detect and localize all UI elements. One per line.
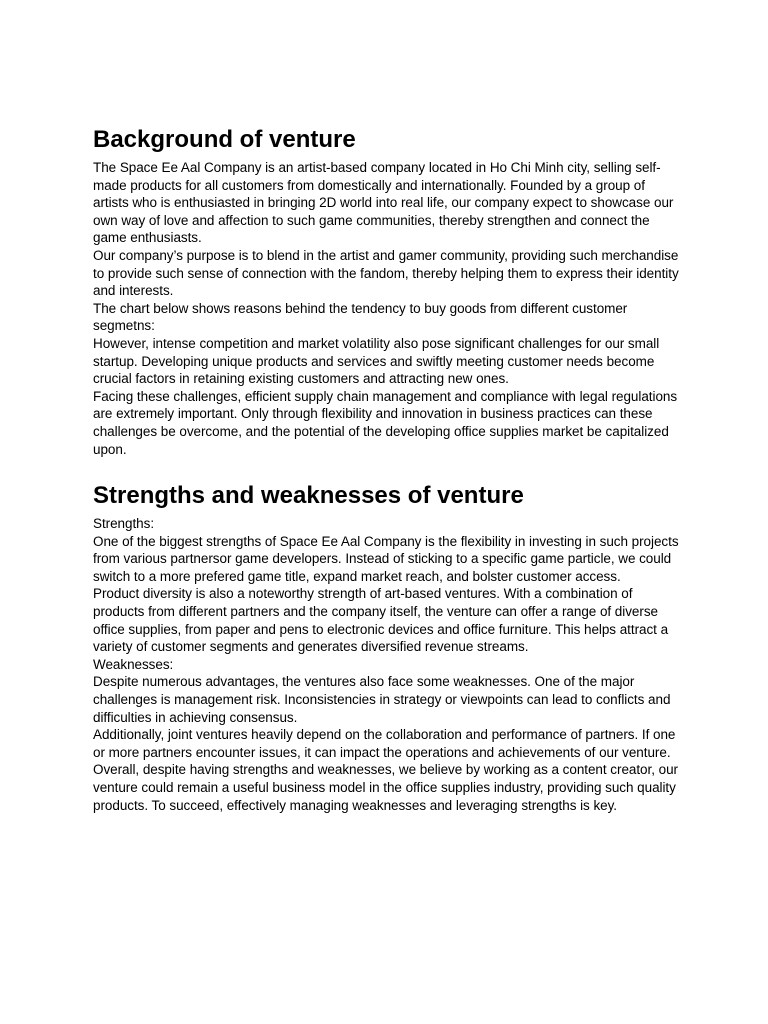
paragraph: However, intense competition and market volatility also pose significant challenges for our small startup. Developing unique products and services and swiftly meeting customer needs become crucial factors in retaining existing customers and attracting new ones. xyxy=(93,335,660,387)
paragraph: Additionally, joint ventures heavily depend on the collaboration and performance of partners. If one or more partners encounter issues, it can impact the operations and achievements of our venture. xyxy=(93,727,676,760)
paragraph: The chart below shows reasons behind the tendency to buy goods from different customer segmetns: xyxy=(93,300,628,334)
paragraph: Overall, despite having strengths and weaknesses, we believe by working as a content creator, our venture could remain a useful business model in the office supplies industry, providing such quality products. To succeed, effectively managing weaknesses and leveraging strengths is key. xyxy=(93,762,678,813)
paragraph: Despite numerous advantages, the ventures also face some weaknesses. One of the major challenges is management risk. Inconsistencies in strategy or viewpoints can lead to conflicts and difficulties in achieving consensus. xyxy=(93,674,671,725)
document-page xyxy=(93,124,683,814)
section-heading-strengths-weaknesses: Strengths and weaknesses of venture xyxy=(93,482,524,510)
paragraph: Weaknesses: xyxy=(93,656,174,672)
section-heading-background: Background of venture xyxy=(93,126,356,153)
paragraph: One of the biggest strengths of Space Ee Aal Company is the flexibility in investing in such projects from various partnersor game developers. Instead of sticking to a specific game particle, we could switch to a more prefered game title, expand market reach, and bolster customer access. xyxy=(93,533,679,584)
paragraph: Our company’s purpose is to blend in the artist and gamer community, providing such merchandise to provide such sense of connection with the fandom, thereby helping them to express their identity and interests. xyxy=(93,247,679,299)
paragraph: Product diversity is also a noteworthy strength of art-based ventures. With a combination of products from different partners and the company itself, the venture can offer a range of diverse office supplies, from paper and pens to electronic devices and office furniture. This helps attract a variety of customer segments and generates diversified revenue streams. xyxy=(93,586,669,655)
paragraph: Facing these challenges, efficient supply chain management and compliance with legal regulations are extremely important. Only through flexibility and innovation in business practices can these challenges be overcome, and the potential of the developing office supplies market be capitalized upon. xyxy=(93,388,678,457)
paragraph: Strengths: xyxy=(93,516,155,532)
paragraph: The Space Ee Aal Company is an artist-based company located in Ho Chi Minh city, selling self-made products for all customers from domestically and internationally. Founded by a group of artists who is enthusiasted in bringing 2D world into real life, our company expect to showcase our own way of love and affection to such game communities, thereby strengthen and connect the game enthusiasts. xyxy=(93,160,674,246)
